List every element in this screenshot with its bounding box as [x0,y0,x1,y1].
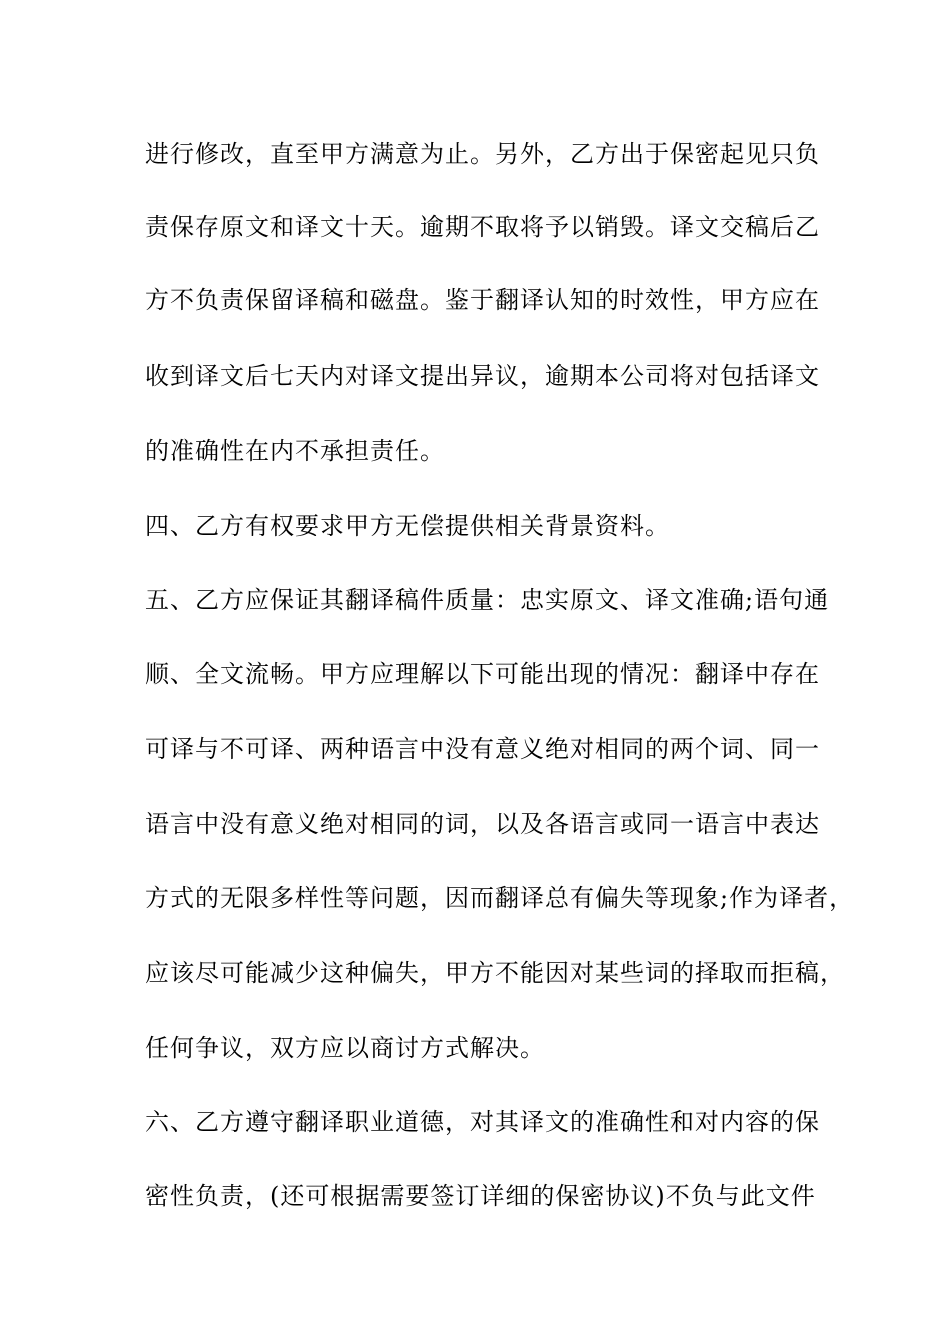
text-line: 收到译文后七天内对译文提出异议，逾期本公司将对包括译文 [145,362,820,390]
text-line: 密性负责，(还可根据需要签订详细的保密协议)不负与此文件 [145,1182,816,1210]
text-line: 顺、全文流畅。甲方应理解以下可能出现的情况：翻译中存在 [145,660,820,688]
text-line: 方式的无限多样性等问题，因而翻译总有偏失等现象;作为译者， [145,884,855,912]
text-line: 责保存原文和译文十天。逾期不取将予以销毁。译文交稿后乙 [145,213,820,241]
text-line: 任何争议，双方应以商讨方式解决。 [145,1034,545,1062]
text-line: 四、乙方有权要求甲方无偿提供相关背景资料。 [145,512,670,540]
text-line: 语言中没有意义绝对相同的词，以及各语言或同一语言中表达 [145,810,820,838]
text-line: 五、乙方应保证其翻译稿件质量：忠实原文、译文准确;语句通 [145,586,830,614]
text-line: 方不负责保留译稿和磁盘。鉴于翻译认知的时效性，甲方应在 [145,286,820,314]
text-line: 的准确性在内不承担责任。 [145,437,445,465]
text-line: 进行修改，直至甲方满意为止。另外，乙方出于保密起见只负 [145,140,820,168]
text-line: 可译与不可译、两种语言中没有意义绝对相同的两个词、同一 [145,735,820,763]
text-line: 六、乙方遵守翻译职业道德，对其译文的准确性和对内容的保 [145,1108,820,1136]
text-line: 应该尽可能减少这种偏失，甲方不能因对某些词的择取而拒稿， [145,959,845,987]
